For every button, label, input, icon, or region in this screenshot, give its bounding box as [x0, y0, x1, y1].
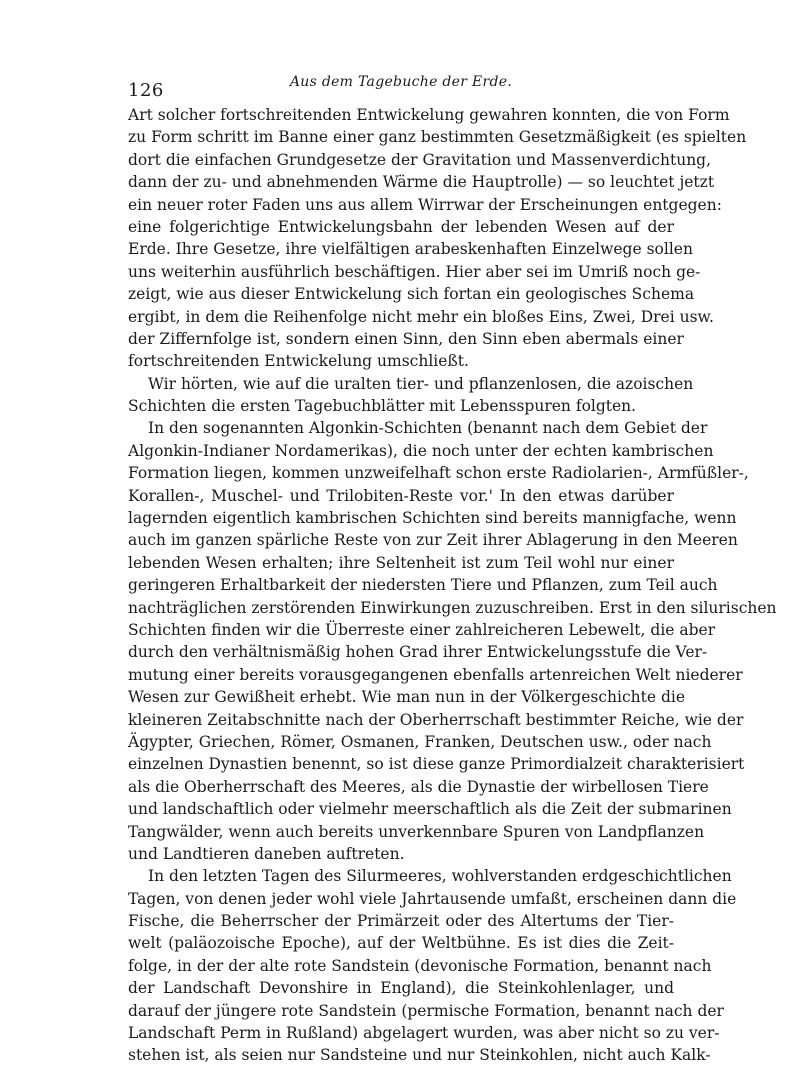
text-line: dann der zu- und abnehmenden Wärme die Hauptrolle) — so leuchtet jetzt: [128, 173, 715, 192]
text-line: als die Oberherrschaft des Meeres, als die Dynastie der wirbellosen Tiere: [128, 777, 709, 796]
page-header: [128, 74, 674, 100]
text-line: welt (paläozoische Epoche), auf der Weltbühne. Es ist dies die Zeit-: [128, 934, 674, 953]
text-line: Formation liegen, kommen unzweifelhaft schon erste Radiolarien-, Armfüßler-,: [128, 464, 749, 483]
paragraph: [128, 865, 737, 1067]
paragraph: [128, 417, 777, 865]
text-line: kleineren Zeitabschnitte nach der Oberherrschaft bestimmter Reiche, wie der: [128, 710, 744, 729]
text-line: Tangwälder, wenn auch bereits unverkennbare Spuren von Landpflanzen: [128, 822, 705, 841]
text-line: Fische, die Beherrscher der Primärzeit oder des Altertums der Tier-: [128, 912, 674, 931]
text-line: eine folgerichtige Entwickelungsbahn der lebenden Wesen auf der: [128, 217, 674, 236]
text-line: Schichten die ersten Tagebuchblätter mit Lebensspuren folgten.: [128, 397, 637, 416]
text-line: stehen ist, als seien nur Sandsteine und nur Steinkohlen, nicht auch Kalk-: [128, 1046, 711, 1065]
text-line: nachträglichen zerstörenden Einwirkungen zuzuschreiben. Erst in den silurischen: [128, 598, 777, 617]
text-line: dort die einfachen Grundgesetze der Gravitation und Massenverdichtung,: [128, 150, 712, 169]
text-line: geringeren Erhaltbarkeit der niedersten Tiere und Pflanzen, zum Teil auch: [128, 576, 718, 595]
text-line: lebenden Wesen erhalten; ihre Seltenheit ist zum Teil wohl nur einer: [128, 553, 674, 572]
text-line: Wesen zur Gewißheit erhebt. Wie man nun in der Völkergeschichte die: [128, 688, 685, 707]
text-line: In den letzten Tagen des Silurmeeres, wohlverstanden erdgeschichtlichen: [148, 867, 732, 886]
text-line: Korallen-, Muschel- und Trilobiten-Reste vor.' In den etwas darüber: [128, 486, 674, 505]
text-line: uns weiterhin ausführlich beschäftigen. Hier aber sei im Umriß noch ge-: [128, 262, 701, 281]
text-line: durch den verhältnismäßig hohen Grad ihrer Entwickelungsstufe die Ver-: [128, 643, 708, 662]
text-line: Erde. Ihre Gesetze, ihre vielfältigen arabeskenhaften Einzelwege sollen: [128, 240, 693, 259]
running-title: Aus dem Tagebuche der Erde.: [289, 74, 513, 90]
text-line: und Landtieren daneben auftreten.: [128, 844, 405, 863]
text-line: mutung einer bereits vorausgegangenen ebenfalls artenreichen Welt niederer: [128, 665, 743, 684]
text-line: folge, in der der alte rote Sandstein (devonische Formation, benannt nach: [128, 956, 712, 975]
text-line: auch im ganzen spärliche Reste von zur Zeit ihrer Ablagerung in den Meeren: [128, 531, 738, 550]
text-line: der Landschaft Devonshire in England), die Steinkohlenlager, und: [128, 979, 674, 998]
text-line: ein neuer roter Faden uns aus allem Wirrwar der Erscheinungen entgegen:: [128, 195, 722, 214]
body-text: [128, 104, 777, 1067]
text-line: Algonkin-Indianer Nordamerikas), die noch unter der echten kambrischen: [128, 441, 714, 460]
text-line: In den sogenannten Algonkin-Schichten (benannt nach dem Gebiet der: [148, 419, 708, 438]
text-line: ergibt, in dem die Reihenfolge nicht mehr ein bloßes Eins, Zwei, Drei usw.: [128, 307, 714, 326]
text-line: darauf der jüngere rote Sandstein (permische Formation, benannt nach der: [128, 1001, 724, 1020]
paragraph: [128, 104, 747, 373]
text-line: Schichten finden wir die Überreste einer zahlreicheren Lebewelt, die aber: [128, 620, 716, 639]
page-number: 126: [128, 80, 164, 101]
paragraph: [128, 373, 694, 418]
text-line: einzelnen Dynastien benennt, so ist diese ganze Primordialzeit charakterisiert: [128, 755, 745, 774]
text-line: zeigt, wie aus dieser Entwickelung sich fortan ein geologisches Schema: [128, 285, 695, 304]
text-line: lagernden eigentlich kambrischen Schichten sind bereits mannigfache, wenn: [128, 509, 737, 528]
text-line: Tagen, von denen jeder wohl viele Jahrtausende umfaßt, erscheinen dann die: [128, 889, 737, 908]
text-line: Wir hörten, wie auf die uralten tier- und pflanzenlosen, die azoischen: [148, 374, 694, 393]
text-line: zu Form schritt im Banne einer ganz bestimmten Gesetzmäßigkeit (es spielten: [128, 128, 747, 147]
text-line: der Ziffernfolge ist, sondern einen Sinn, den Sinn eben abermals einer: [128, 329, 684, 348]
text-line: fortschreitenden Entwickelung umschließt.: [128, 352, 469, 371]
text-line: und landschaftlich oder vielmehr meerschaftlich als die Zeit der submarinen: [128, 800, 732, 819]
text-line: Ägypter, Griechen, Römer, Osmanen, Franken, Deutschen usw., oder nach: [128, 732, 712, 751]
text-line: Art solcher fortschreitenden Entwickelung gewahren konnten, die von Form: [128, 106, 730, 124]
text-line: Landschaft Perm in Rußland) abgelagert wurden, was aber nicht so zu ver-: [128, 1024, 720, 1043]
